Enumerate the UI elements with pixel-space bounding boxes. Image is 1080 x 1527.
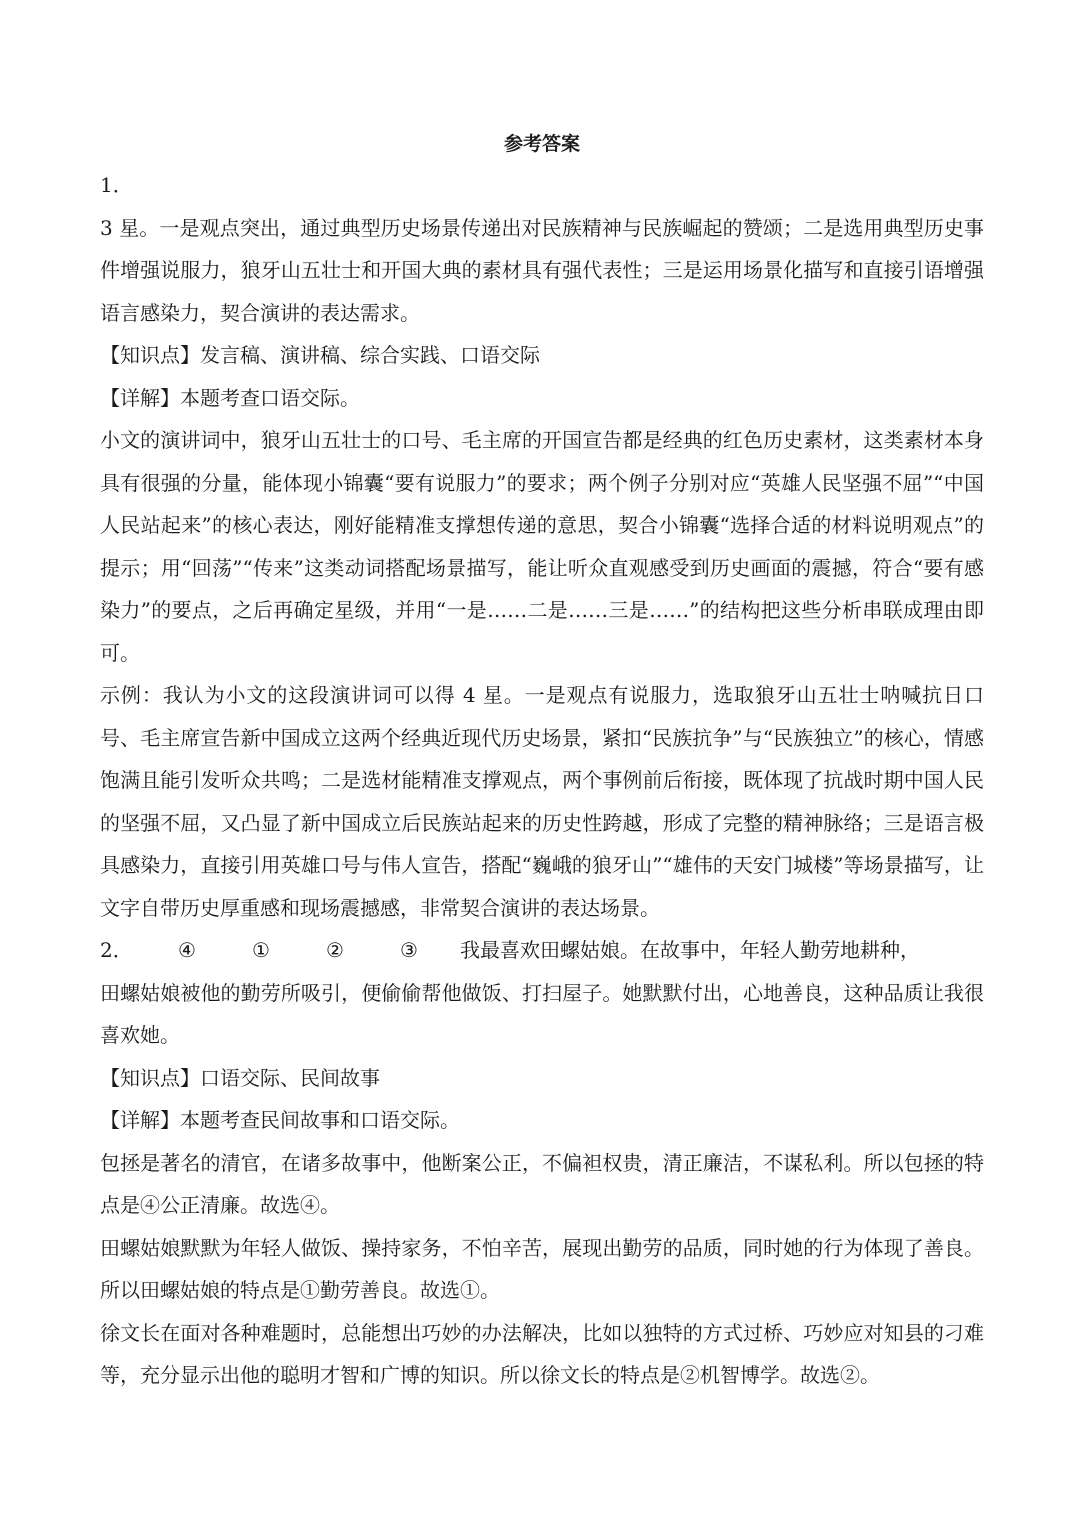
question-2-detail-heading: 【详解】本题考查民间故事和口语交际。 xyxy=(100,1108,460,1132)
question-1-analysis: 小文的演讲词中，狼牙山五壮士的口号、毛主席的开国宣告都是经典的红色历史素材，这类素材本身具有很强的分量，能体现小锦囊“要有说服力”的要求；两个例子分别对应“英雄人民坚强不屈”“中国人民站起来”的核心表达，刚好能精准支撑想传递的意思，契合小锦囊“选择合适的材料说明观点”的提示；用“回荡”“传来”这类动词搭配场景描写，能让听众直观感受到历史画面的震撼，符合“要有感染力”的要点，之后再确定星级，并用“一是……二是……三是……”的结构把这些分析串联成理由即可。 xyxy=(100,428,984,665)
question-2-knowledge-point: 【知识点】口语交际、民间故事 xyxy=(100,1065,380,1090)
question-2-answer-first-line: 我最喜欢田螺姑娘。在故事中，年轻人勤劳地耕种， xyxy=(460,938,920,962)
question-2-answer-continued: 田螺姑娘被他的勤劳所吸引，便偷偷帮他做饭、打扫屋子。她默默付出，心地善良，这种品质让我很喜欢她。 xyxy=(100,980,984,1047)
question-2-answer xyxy=(100,929,984,972)
question-1-example: 示例：我认为小文的这段演讲词可以得 4 星。一是观点有说服力，选取狼牙山五壮士呐喊抗日口号、毛主席宣告新中国成立这两个经典近现代历史场景，紧扣“民族抗争”与“民族独立”的核心，情感饱满且能引发听众共鸣；二是选材能精准支撑观点，两个事例前后衔接，既体现了抗战时期中国人民的坚强不屈，又凸显了新中国成立后民族站起来的历史性跨越，形成了完整的精神脉络；三是语言极具感染力，直接引用英雄口号与伟人宣告，搭配“巍峨的狼牙山”“雄伟的天安门城楼”等场景描写，让文字自带历史厚重感和现场震撼感，非常契合演讲的表达场景。 xyxy=(100,683,984,920)
answer-option-3: ② xyxy=(326,938,344,962)
answer-option-1: ④ xyxy=(178,938,196,962)
question-2-analysis-tianluo: 田螺姑娘默默为年轻人做饭、操持家务，不怕辛苦，展现出勤劳的品质，同时她的行为体现了善良。所以田螺姑娘的特点是①勤劳善良。故选①。 xyxy=(100,1235,984,1302)
answer-option-4: ③ xyxy=(400,938,418,962)
question-2-number: 2． xyxy=(100,938,133,962)
question-1-knowledge-point: 【知识点】发言稿、演讲稿、综合实践、口语交际 xyxy=(100,343,540,367)
question-2-analysis-xuwenchang: 徐文长在面对各种难题时，总能想出巧妙的办法解决，比如以独特的方式过桥、巧妙应对知县的刁难等，充分显示出他的聪明才智和广博的知识。所以徐文长的特点是②机智博学。故选②。 xyxy=(100,1320,984,1387)
answer-option-2: ① xyxy=(252,938,270,962)
question-2-analysis-baozheng: 包拯是著名的清官，在诸多故事中，他断案公正，不偏袒权贵，清正廉洁，不谋私利。所以包拯的特点是④公正清廉。故选④。 xyxy=(100,1150,984,1217)
question-1-detail-heading: 【详解】本题考查口语交际。 xyxy=(100,385,360,410)
answer-page xyxy=(100,124,984,1397)
page-title: 参考答案 xyxy=(503,133,580,155)
question-1-number: 1． xyxy=(100,173,133,197)
question-1-answer: 3 星。一是观点突出，通过典型历史场景传递出对民族精神与民族崛起的赞颂；二是选用典型历史事件增强说服力，狼牙山五壮士和开国大典的素材具有强代表性；三是运用场景化描写和直接引语增强语言感染力，契合演讲的表达需求。 xyxy=(100,215,984,325)
